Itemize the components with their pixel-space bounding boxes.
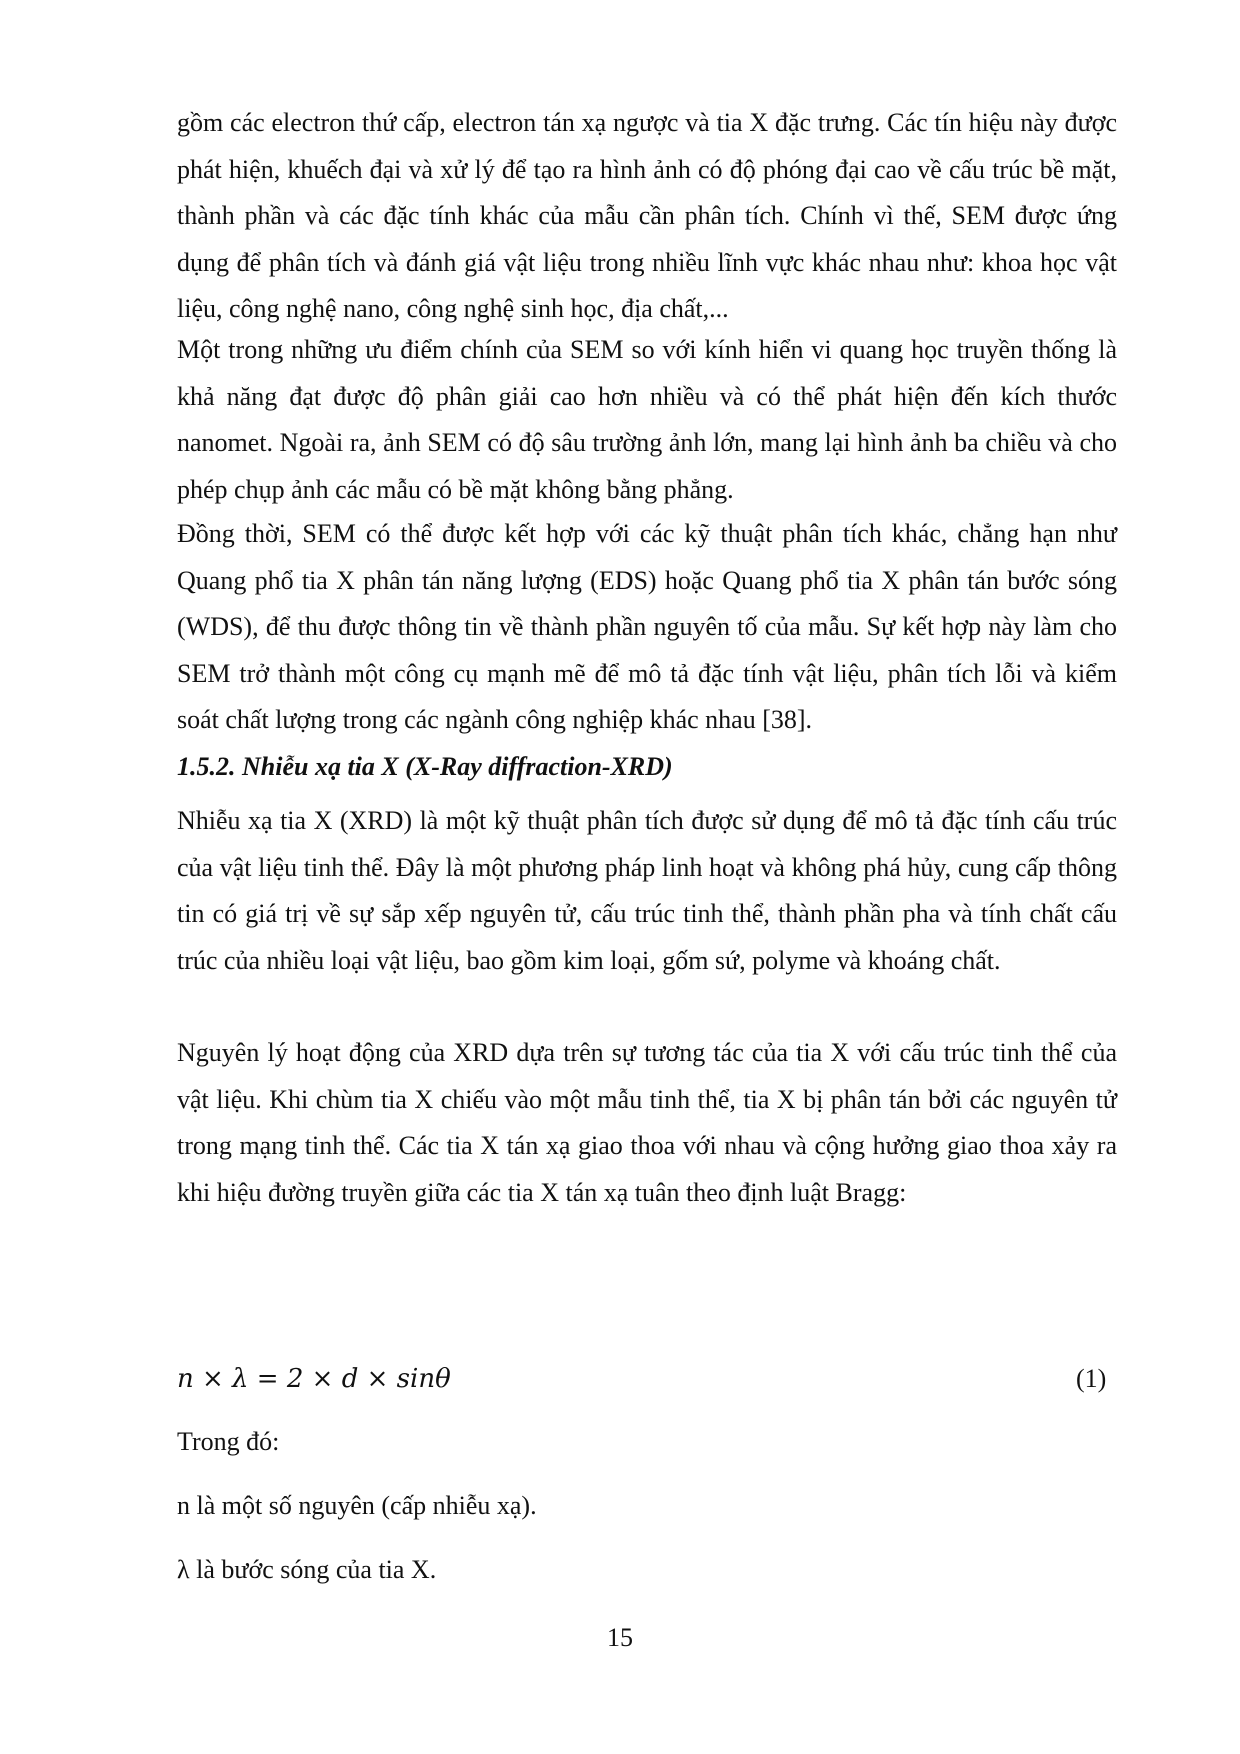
page-number: 15 [607, 1623, 633, 1652]
definition-n: n là một số nguyên (cấp nhiễu xạ). [177, 1491, 537, 1520]
paragraph-sem-advantages: Một trong những ưu điểm chính của SEM so với kính hiển vi quang học truyền thống là khả năng đạt được độ phân giải cao hơn nhiều và có thể phát hiện đến kích thước nanomet. Ngoài ra, ảnh SEM có độ sâu trường ảnh lớn, mang lại hình ảnh ba chiều và cho phép chụp ảnh các mẫu có bề mặt không bằng phẳng. [177, 335, 1117, 504]
paragraph-sem-combination: Đồng thời, SEM có thể được kết hợp với các kỹ thuật phân tích khác, chẳng hạn như Quang phổ tia X phân tán năng lượng (EDS) hoặc Quang phổ tia X phân tán bước sóng (WDS), để thu được thông tin về thành phần nguyên tố của mẫu. Sự kết hợp này làm cho SEM trở thành một công cụ mạnh mẽ để mô tả đặc tính vật liệu, phân tích lỗi và kiểm soát chất lượng trong các ngành công nghiệp khác nhau [38]. [177, 519, 1117, 734]
where-label: Trong đó: [177, 1427, 280, 1456]
bragg-formula: n × λ = 2 × d × sinθ [177, 1364, 451, 1394]
paragraph-xrd-principle: Nguyên lý hoạt động của XRD dựa trên sự tương tác của tia X với cấu trúc tinh thể của vật liệu. Khi chùm tia X chiếu vào một mẫu tinh thể, tia X bị phân tán bởi các nguyên tử trong mạng tinh thể. Các tia X tán xạ giao thoa với nhau và cộng hưởng giao thoa xảy ra khi hiệu đường truyền giữa các tia X tán xạ tuân theo định luật Bragg: [177, 1038, 1117, 1207]
paragraph-xrd-intro: Nhiễu xạ tia X (XRD) là một kỹ thuật phân tích được sử dụng để mô tả đặc tính cấu trúc của vật liệu tinh thể. Đây là một phương pháp linh hoạt và không phá hủy, cung cấp thông tin có giá trị về sự sắp xếp nguyên tử, cấu trúc tinh thể, thành phần pha và tính chất cấu trúc của nhiều loại vật liệu, bao gồm kim loại, gốm sứ, polyme và khoáng chất. [177, 806, 1117, 975]
definition-lambda: λ là bước sóng của tia X. [177, 1555, 437, 1584]
equation-number: (1) [1076, 1364, 1107, 1393]
paragraph-sem-signals: gồm các electron thứ cấp, electron tán xạ ngược và tia X đặc trưng. Các tín hiệu này được phát hiện, khuếch đại và xử lý để tạo ra hình ảnh có độ phóng đại cao về cấu trúc bề mặt, thành phần và các đặc tính khác của mẫu cần phân tích. Chính vì thế, SEM được ứng dụng để phân tích và đánh giá vật liệu trong nhiều lĩnh vực khác nhau như: khoa học vật liệu, công nghệ nano, công nghệ sinh học, địa chất,... [177, 108, 1117, 323]
section-heading-xrd: 1.5.2. Nhiễu xạ tia X (X-Ray diffraction-XRD) [177, 752, 673, 781]
